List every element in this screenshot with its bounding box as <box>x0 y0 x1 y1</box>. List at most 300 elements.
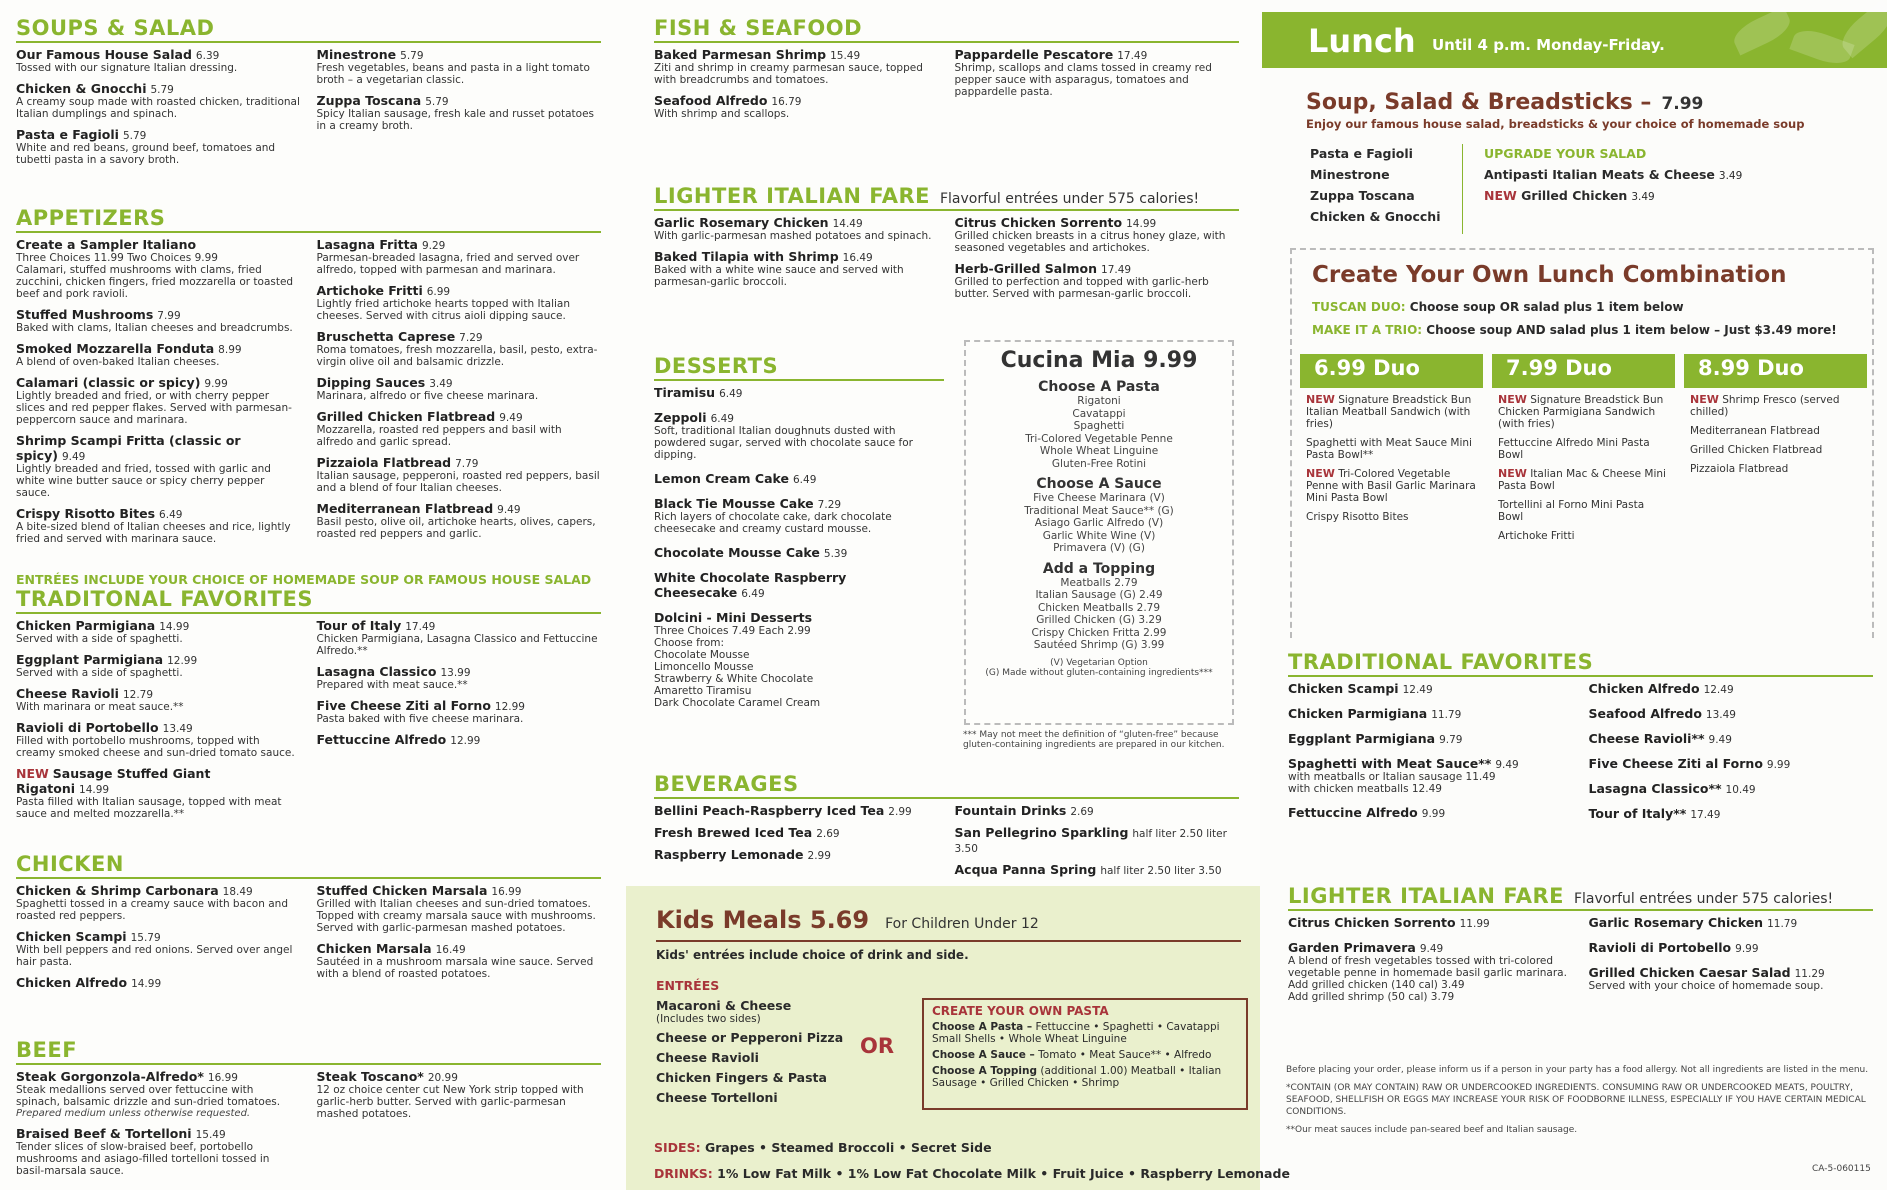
raw-food-warning: *CONTAIN (OR MAY CONTAIN) RAW OR UNDERCOOKED INGREDIENTS. CONSUMING RAW OR UNDERCOOKED MEATS, POULTRY, SEAFOOD, SHELLFISH OR EGGS MAY INCREASE YOUR RISK OF FOODBORNE ILLNESS, ESPECIALLY IF YOU HAVE CERTAIN MEDICAL CONDITIONS. <box>1286 1083 1866 1117</box>
item-name: Chicken & Gnocchi 5.79 <box>16 81 174 96</box>
menu-item <box>317 883 602 934</box>
item-description: Served with a side of spaghetti. <box>16 667 183 679</box>
item-name: Dipping Sauces 3.49 <box>316 375 453 390</box>
item-description: White and red beans, ground beef, tomatoes and tubetti pasta in a savory broth. <box>16 142 276 166</box>
item-price: 16.79 <box>771 96 802 108</box>
item-name: Chicken Parmigiana 11.79 <box>1288 706 1462 721</box>
upgrade-heading: UPGRADE YOUR SALAD <box>1484 146 1647 161</box>
item-name: Cheese Ravioli** 9.49 <box>1588 731 1732 746</box>
duo-item: Tortellini al Forno Mini Pasta Bowl <box>1498 499 1645 523</box>
item-description: Lightly fried artichoke hearts topped with Italian cheeses. Served with citrus aioli dipping sauce. <box>316 298 571 322</box>
soups-salad-section <box>16 16 601 173</box>
item-price: 12.99 <box>450 735 481 747</box>
item-description: Fresh vegetables, beans and pasta in a light tomato broth – a vegetarian classic. <box>316 62 590 86</box>
item-description: Pasta filled with Italian sausage, topped with meat sauce and melted mozzarella.** <box>16 796 282 820</box>
item-price: 11.99 <box>1459 918 1490 930</box>
lunch-lighter-section <box>1288 884 1873 1013</box>
item-price: 2.99 <box>807 850 831 862</box>
duo-item: Mediterranean Flatbread <box>1690 425 1820 437</box>
item-description: Ziti and shrimp in creamy parmesan sauce, topped with breadcrumbs and tomatoes. <box>654 62 923 86</box>
item-name: Five Cheese Ziti al Forno 9.99 <box>1588 756 1791 771</box>
item-name: Seafood Alfredo 13.49 <box>1588 706 1736 721</box>
item-price: 17.49 <box>1101 264 1132 276</box>
item-name: Ravioli di Portobello 13.49 <box>16 720 193 735</box>
item-description: Pasta baked with five cheese marinara. <box>316 713 524 725</box>
item-price: 9.49 <box>1708 734 1732 746</box>
item-name: Shrimp Scampi Fritta (classic or spicy) 9.49 <box>16 433 241 463</box>
menu-item <box>654 570 944 600</box>
item-name: Garlic Rosemary Chicken 11.79 <box>1588 915 1798 930</box>
new-badge: NEW <box>16 766 49 781</box>
section-title: LIGHTER ITALIAN FARE Flavorful entrées under 575 calories! <box>1288 884 1873 911</box>
meat-sauce-note: **Our meat sauces include pan-seared beef and Italian sausage. <box>1286 1125 1578 1135</box>
item-description: Filled with portobello mushrooms, topped with creamy smoked cheese and sun-dried tomato sauce. <box>16 735 295 759</box>
item-name: Tour of Italy** 17.49 <box>1588 806 1721 821</box>
menu-item <box>317 455 602 494</box>
soup-item: Pasta e Fagioli <box>1310 146 1413 161</box>
item-price: 8.99 <box>218 344 242 356</box>
menu-item <box>654 825 939 840</box>
item-price: 11.79 <box>1767 918 1798 930</box>
menu-item <box>654 847 939 862</box>
item-name: Eggplant Parmigiana 9.79 <box>1288 731 1463 746</box>
item-name: Baked Tilapia with Shrimp 16.49 <box>654 249 873 264</box>
lunch-traditional-section <box>1288 650 1873 831</box>
item-name: Lasagna Classico** 10.49 <box>1588 781 1756 796</box>
menu-item <box>16 975 301 990</box>
item-price: 6.49 <box>793 474 817 486</box>
appetizers-section <box>16 206 601 552</box>
sauce-options: Five Cheese Marinara (V) Traditional Meat Sauce** (G) Asiago Garlic Alfredo (V) Garlic White Wine (V) Primavera (V) (G) <box>1024 492 1174 554</box>
item-price: 14.99 <box>159 621 190 633</box>
duo-heading: 7.99 Duo <box>1492 354 1675 388</box>
gluten-footnote: *** May not meet the definition of “gluten-free” because gluten-containing ingredients are prepared in our kitchen. <box>963 730 1225 750</box>
item-name: Five Cheese Ziti al Forno 12.99 <box>316 698 525 713</box>
duo-items <box>1492 388 1675 555</box>
item-name: Pappardelle Pescatore 17.49 <box>954 47 1148 62</box>
item-price: 5.79 <box>400 50 424 62</box>
item-price: 6.49 <box>719 388 743 400</box>
menu-item <box>16 1126 301 1177</box>
duo-item: Fettuccine Alfredo Mini Pasta Bowl <box>1498 437 1650 461</box>
lunch-banner <box>1262 12 1887 68</box>
item-price: 7.79 <box>455 458 479 470</box>
menu-item <box>317 618 602 657</box>
item-description: Baked with a white wine sauce and served with parmesan-garlic broccoli. <box>654 264 904 288</box>
section-title: BEVERAGES <box>654 772 1239 799</box>
item-name: Garden Primavera 9.49 <box>1288 940 1444 955</box>
menu-item <box>1589 706 1874 721</box>
item-price: 14.49 <box>832 218 863 230</box>
item-description: Roma tomatoes, fresh mozzarella, basil, pesto, extra-virgin olive oil and balsamic drizzle. <box>316 344 598 368</box>
item-description: Spaghetti tossed in a creamy sauce with bacon and roasted red peppers. <box>16 898 288 922</box>
item-price: 15.79 <box>130 932 161 944</box>
item-name: Baked Parmesan Shrimp 15.49 <box>654 47 861 62</box>
cucina-mia-box <box>964 340 1234 725</box>
item-name: Artichoke Fritti 6.99 <box>316 283 451 298</box>
menu-item <box>16 686 301 713</box>
item-name: Minestrone 5.79 <box>316 47 424 62</box>
menu-item <box>654 410 944 461</box>
item-name: Chicken Alfredo 14.99 <box>16 975 162 990</box>
item-price: 2.69 <box>1070 806 1094 818</box>
menu-item <box>16 47 301 74</box>
item-description: Prepared with meat sauce.** <box>316 679 468 691</box>
item-name: White Chocolate Raspberry Cheesecake 6.49 <box>654 570 847 600</box>
menu-item <box>317 375 602 402</box>
item-name: Dolcini - Mini Desserts <box>654 610 813 625</box>
item-name: Zeppoli 6.49 <box>654 410 734 425</box>
menu-item <box>955 803 1240 818</box>
duo-column <box>1300 354 1483 536</box>
section-title: FISH & SEAFOOD <box>654 16 1239 43</box>
item-description: A creamy soup made with roasted chicken, traditional Italian dumplings and spinach. <box>16 96 300 120</box>
kids-intro: Kids' entrées include choice of drink and side. <box>656 948 969 962</box>
kids-entrees-list <box>656 998 866 1110</box>
item-name: Steak Toscano* 20.99 <box>316 1069 458 1084</box>
entrees-note: ENTRÉES INCLUDE YOUR CHOICE OF HOMEMADE SOUP OR FAMOUS HOUSE SALAD <box>16 572 592 587</box>
kids-entrees-heading: ENTRÉES <box>656 978 720 993</box>
item-description: Parmesan-breaded lasagna, fried and served over alfredo, topped with parmesan and marinara. <box>316 252 580 276</box>
menu-item <box>317 732 602 747</box>
item-description: Lightly breaded and fried, tossed with garlic and white wine butter sauce or spicy cherry pepper sauce. <box>16 463 271 499</box>
section-title: TRADITONAL FAVORITES <box>16 587 601 614</box>
duo-item: Grilled Chicken Flatbread <box>1690 444 1823 456</box>
item-description: Italian sausage, pepperoni, roasted red peppers, basil and a blend of four Italian cheeses. <box>316 470 600 494</box>
item-price: 9.79 <box>1439 734 1463 746</box>
item-note: Prepared medium unless otherwise requested. <box>16 1108 251 1119</box>
item-name: Eggplant Parmigiana 12.99 <box>16 652 198 667</box>
desserts-section <box>654 354 944 719</box>
menu-item <box>1288 756 1573 795</box>
ssb-subtitle: Enjoy our famous house salad, breadsticks & your choice of homemade soup <box>1306 117 1805 131</box>
menu-item <box>16 341 301 368</box>
item-price: 9.49 <box>1495 759 1519 771</box>
menu-item <box>654 93 939 120</box>
menu-item <box>16 375 301 426</box>
duo-items <box>1300 388 1483 536</box>
menu-item <box>317 329 602 368</box>
menu-item <box>16 81 301 120</box>
item-description: Sautéed in a mushroom marsala wine sauce. Served with a blend of roasted potatoes. <box>316 956 594 980</box>
item-price: 18.49 <box>222 886 253 898</box>
item-description: Mozzarella, roasted red peppers and basil with alfredo and garlic spread. <box>316 424 562 448</box>
kids-title: Kids Meals 5.69 For Children Under 12 <box>656 906 1039 934</box>
duo-item: NEW Shrimp Fresco (served chilled) <box>1690 393 1840 418</box>
item-price: 17.49 <box>1690 809 1721 821</box>
item-name: Lemon Cream Cake 6.49 <box>654 471 817 486</box>
item-price: 15.49 <box>195 1129 226 1141</box>
menu-item <box>654 496 944 535</box>
item-name: Citrus Chicken Sorrento 11.99 <box>1288 915 1490 930</box>
duo-heading: 8.99 Duo <box>1684 354 1867 388</box>
item-description: Soft, traditional Italian doughnuts dusted with powdered sugar, served with chocolate sauce for dipping. <box>654 425 913 461</box>
item-name: Bellini Peach-Raspberry Iced Tea 2.99 <box>654 803 912 818</box>
item-description: Steak medallions served over fettuccine with spinach, balsamic drizzle and sun-dried tomatoes. <box>16 1084 281 1108</box>
item-description: Served with a side of spaghetti. <box>16 633 183 645</box>
item-description: Basil pesto, olive oil, artichoke hearts, olives, capers, roasted red peppers and garlic. <box>316 516 596 540</box>
item-description: Grilled chicken breasts in a citrus honey glaze, with seasoned vegetables and artichokes. <box>954 230 1226 254</box>
soup-item: Zuppa Toscana <box>1310 188 1415 203</box>
item-description: A blend of oven-baked Italian cheeses. <box>16 356 220 368</box>
item-description: Grilled to perfection and topped with garlic-herb butter. Served with parmesan-garlic broccoli. <box>954 276 1209 300</box>
menu-item <box>16 433 301 499</box>
ssb-title: Soup, Salad & Breadsticks – 7.99 <box>1306 90 1704 115</box>
item-price: 9.99 <box>204 378 228 390</box>
menu-item <box>16 652 301 679</box>
item-price: 9.99 <box>1735 943 1759 955</box>
item-description: 12 oz choice center cut New York strip topped with garlic-herb butter. Served with garlic-parmesan mashed potatoes. <box>316 1084 584 1120</box>
divider <box>1462 144 1463 234</box>
item-name: Grilled Chicken Flatbread 9.49 <box>316 409 523 424</box>
item-price: 6.49 <box>710 413 734 425</box>
item-description: Grilled with Italian cheeses and sun-dried tomatoes. Topped with creamy marsala sauce with mushrooms. Served with garlic-parmesan mashed potatoes. <box>316 898 596 934</box>
menu-item <box>16 506 301 545</box>
duo-heading: 6.99 Duo <box>1300 354 1483 388</box>
item-name: Raspberry Lemonade 2.99 <box>654 847 831 862</box>
menu-item <box>16 127 301 166</box>
item-description: with meatballs or Italian sausage 11.49 with chicken meatballs 12.49 <box>1288 771 1496 795</box>
menu-item <box>955 47 1240 98</box>
duo-items <box>1684 388 1867 488</box>
item-price: 12.49 <box>1402 684 1433 696</box>
item-price: 5.39 <box>823 548 848 560</box>
item-price: 11.79 <box>1431 709 1462 721</box>
kids-divider <box>656 940 1241 942</box>
item-name: Citrus Chicken Sorrento 14.99 <box>954 215 1157 230</box>
menu-item <box>16 883 301 922</box>
allergy-note: Before placing your order, please inform us if a person in your party has a food allergy. Not all ingredients are listed in the menu. <box>1286 1065 1869 1075</box>
duo-item: Crispy Risotto Bites <box>1306 511 1409 523</box>
item-price: 6.49 <box>159 509 183 521</box>
item-price: half liter 2.50 liter 3.50 <box>954 828 1227 855</box>
item-name: Fettuccine Alfredo 9.99 <box>1288 805 1446 820</box>
item-description: Chicken Parmigiana, Lasagna Classico and Fettuccine Alfredo.** <box>316 633 598 657</box>
cucina-title: Cucina Mia 9.99 <box>1000 348 1198 373</box>
item-price: 6.99 <box>426 286 451 298</box>
menu-item <box>16 766 301 820</box>
menu-item <box>16 237 301 300</box>
item-price: 12.79 <box>122 689 154 701</box>
fish-seafood-section <box>654 16 1239 127</box>
item-price: 13.49 <box>1705 709 1736 721</box>
item-price: 7.29 <box>459 332 483 344</box>
item-description: Tossed with our signature Italian dressing. <box>16 62 238 74</box>
section-title: LIGHTER ITALIAN FARE Flavorful entrées under 575 calories! <box>654 184 1239 211</box>
or-label: OR <box>860 1034 895 1058</box>
item-price: 9.49 <box>1419 943 1444 955</box>
upgrade-item: Antipasti Italian Meats & Cheese 3.49 <box>1484 167 1743 182</box>
beef-section <box>16 1038 601 1184</box>
item-description: Lightly breaded and fried, or with cherry pepper slices and red pepper flakes. Served with parmesan-peppercorn sauce and marinara. <box>16 390 292 426</box>
item-name: Stuffed Chicken Marsala 16.99 <box>316 883 522 898</box>
item-name: Garlic Rosemary Chicken 14.49 <box>654 215 863 230</box>
item-price: 3.49 <box>429 378 453 390</box>
item-name: Chicken Parmigiana 14.99 <box>16 618 190 633</box>
item-price: 14.99 <box>79 784 110 796</box>
item-price: 9.99 <box>1766 759 1791 771</box>
item-description: Served with your choice of homemade soup. <box>1588 980 1824 992</box>
menu-item <box>1288 915 1573 930</box>
menu-item <box>317 283 602 322</box>
create-your-own-pasta-box <box>922 998 1248 1110</box>
menu-item <box>1589 965 1874 992</box>
duo-item: Artichoke Fritti <box>1498 530 1575 542</box>
item-price: 5.79 <box>150 84 174 96</box>
item-name: Fettuccine Alfredo 12.99 <box>316 732 481 747</box>
item-name: Seafood Alfredo 16.79 <box>654 93 802 108</box>
kids-meals-box <box>626 886 1290 1190</box>
item-name: Mediterranean Flatbread 9.49 <box>316 501 521 516</box>
item-description: With marinara or meat sauce.** <box>16 701 184 713</box>
duo-item: NEW Tri-Colored Vegetable Penne with Basil Garlic Marinara Mini Pasta Bowl <box>1306 467 1476 504</box>
item-price: 16.99 <box>207 1072 238 1084</box>
legend: (V) Vegetarian Option (G) Made without gluten-containing ingredients*** <box>985 657 1213 678</box>
item-price: 9.49 <box>497 504 521 516</box>
section-title: CHICKEN <box>16 852 601 879</box>
menu-item <box>16 618 301 645</box>
item-name: Acqua Panna Spring half liter 2.50 liter 3.50 <box>954 862 1222 877</box>
item-price: 17.49 <box>1117 50 1148 62</box>
item-price: 14.99 <box>1126 218 1157 230</box>
menu-item <box>317 409 602 448</box>
item-price: 9.49 <box>61 451 86 463</box>
item-price: 9.49 <box>499 412 523 424</box>
item-name: Black Tie Mousse Cake 7.29 <box>654 496 842 511</box>
section-title: APPETIZERS <box>16 206 601 233</box>
item-name: Tour of Italy 17.49 <box>316 618 436 633</box>
pasta-heading: Choose A Pasta <box>1038 379 1160 395</box>
kids-drinks: DRINKS: 1% Low Fat Milk • 1% Low Fat Chocolate Milk • Fruit Juice • Raspberry Lemonade <box>654 1166 1290 1181</box>
item-price: 20.99 <box>427 1072 458 1084</box>
item-name: Lasagna Classico 13.99 <box>316 664 471 679</box>
item-name: San Pellegrino Sparkling half liter 2.50 liter 3.50 <box>954 825 1227 855</box>
item-description: Marinara, alfredo or five cheese marinara. <box>316 390 539 402</box>
item-name: Crispy Risotto Bites 6.49 <box>16 506 183 521</box>
menu-item <box>654 47 939 86</box>
topping-options: Meatballs 2.79 Italian Sausage (G) 2.49 Chicken Meatballs 2.79 Grilled Chicken (G) 3.29 Crispy Chicken Fritta 2.99 Sautéed Shrimp (G) 3.99 <box>1031 576 1167 651</box>
kids-entree: Cheese Ravioli <box>656 1050 759 1065</box>
duo-item: Spaghetti with Meat Sauce Mini Pasta Bowl** <box>1306 437 1472 461</box>
item-price: 6.49 <box>741 588 765 600</box>
lunch-combination-box <box>1290 248 1874 638</box>
cyo-title: CREATE YOUR OWN PASTA <box>932 1004 1109 1018</box>
menu-item <box>1589 781 1874 796</box>
menu-item <box>955 261 1240 300</box>
cyo-sauce: Choose A Sauce – Tomato • Meat Sauce** • Alfredo <box>932 1049 1212 1061</box>
item-description: Three Choices 11.99 Two Choices 9.99 Calamari, stuffed mushrooms with clams, fried zucchini, chicken fingers, fried mozzarella or toasted beef and pork ravioli. <box>16 252 294 300</box>
duo-column <box>1492 354 1675 555</box>
item-description: A blend of fresh vegetables tossed with tri-colored vegetable penne in homemade basil garlic marinara. Add grilled chicken (140 cal) 3.49 Add grilled shrimp (50 cal) 3.79 <box>1288 955 1567 1003</box>
item-price: 6.39 <box>195 50 220 62</box>
item-name: Lasagna Fritta 9.29 <box>316 237 446 252</box>
item-description: Baked with clams, Italian cheeses and breadcrumbs. <box>16 322 293 334</box>
item-description: With bell peppers and red onions. Served over angel hair pasta. <box>16 944 293 968</box>
menu-item <box>654 215 939 242</box>
menu-item <box>654 610 944 709</box>
kids-sides: SIDES: Grapes • Steamed Broccoli • Secret Side <box>654 1140 992 1155</box>
duo-item: NEW Italian Mac & Cheese Mini Pasta Bowl <box>1498 467 1666 492</box>
menu-item <box>654 803 939 818</box>
lunch-hours: Until 4 p.m. Monday-Friday. <box>1432 36 1665 54</box>
leaf-icon <box>1729 7 1794 56</box>
item-price: 5.79 <box>425 96 449 108</box>
item-price: 2.69 <box>816 828 840 840</box>
menu-item <box>317 698 602 725</box>
menu-item <box>317 93 602 132</box>
menu-item <box>16 307 301 334</box>
menu-item <box>1589 940 1874 955</box>
item-description: Spicy Italian sausage, fresh kale and russet potatoes in a creamy broth. <box>316 108 595 132</box>
menu-item <box>16 929 301 968</box>
section-title: TRADITIONAL FAVORITES <box>1288 650 1873 677</box>
tuscan-duo: TUSCAN DUO: Choose soup OR salad plus 1 item below <box>1312 300 1684 314</box>
item-description: With garlic-parmesan mashed potatoes and spinach. <box>654 230 932 242</box>
menu-item <box>317 501 602 540</box>
item-name: Chicken & Shrimp Carbonara 18.49 <box>16 883 253 898</box>
item-name: Chicken Scampi 12.49 <box>1288 681 1433 696</box>
soup-salad-breadsticks <box>1306 90 1866 131</box>
item-name: Create a Sampler Italiano <box>16 237 197 252</box>
item-name: Braised Beef & Tortelloni 15.49 <box>16 1126 226 1141</box>
menu-item <box>654 249 939 288</box>
item-name: Chocolate Mousse Cake 5.39 <box>654 545 848 560</box>
menu-item <box>1589 756 1874 771</box>
item-description: Shrimp, scallops and clams tossed in creamy red pepper sauce with asparagus, tomatoes and pappardelle pasta. <box>954 62 1212 98</box>
menu-item <box>654 545 944 560</box>
menu-item <box>1589 806 1874 821</box>
item-name: Smoked Mozzarella Fonduta 8.99 <box>16 341 242 356</box>
item-name: Tiramisu 6.49 <box>654 385 743 400</box>
menu-item <box>317 664 602 691</box>
menu-item <box>16 720 301 759</box>
item-description: Tender slices of slow-braised beef, portobello mushrooms and asiago-filled tortelloni tossed in basil-marsala sauce. <box>16 1141 270 1177</box>
menu-item <box>654 471 944 486</box>
item-price: 9.99 <box>1421 808 1446 820</box>
item-name: Chicken Marsala 16.49 <box>316 941 466 956</box>
item-price: 7.29 <box>817 499 842 511</box>
item-name: Steak Gorgonzola-Alfredo* 16.99 <box>16 1069 238 1084</box>
traditional-favorites-section <box>16 572 601 827</box>
pasta-options: Rigatoni Cavatappi Spaghetti Tri-Colored Vegetable Penne Whole Wheat Linguine Gluten-Free Rotini <box>1025 395 1173 470</box>
item-name: Cheese Ravioli 12.79 <box>16 686 154 701</box>
menu-code: CA-5-060115 <box>1812 1164 1871 1174</box>
menu-item <box>1288 681 1573 696</box>
item-name: Our Famous House Salad 6.39 <box>16 47 220 62</box>
menu-item <box>1589 731 1874 746</box>
item-name: NEW Sausage Stuffed Giant Rigatoni 14.99 <box>16 766 211 796</box>
chicken-section <box>16 852 601 997</box>
item-name: Stuffed Mushrooms 7.99 <box>16 307 181 322</box>
menu-item <box>955 825 1240 855</box>
menu-item <box>1288 940 1573 1003</box>
topping-heading: Add a Topping <box>1042 560 1156 577</box>
kids-entree: Macaroni & Cheese (Includes two sides) <box>656 998 792 1025</box>
item-name: Calamari (classic or spicy) 9.99 <box>16 375 228 390</box>
menu-item <box>317 941 602 980</box>
section-title: BEEF <box>16 1038 601 1065</box>
item-price: 2.99 <box>888 806 912 818</box>
menu-item <box>317 1069 602 1120</box>
section-title: SOUPS & SALAD <box>16 16 601 43</box>
menu-item <box>1288 706 1573 721</box>
kids-entree: Chicken Fingers & Pasta <box>656 1070 827 1085</box>
item-price: 7.99 <box>157 310 181 322</box>
item-name: Zuppa Toscana 5.79 <box>316 93 449 108</box>
upgrade-item: NEW Grilled Chicken 3.49 <box>1484 188 1655 203</box>
menu-item <box>1589 681 1874 696</box>
menu-item <box>955 862 1240 877</box>
